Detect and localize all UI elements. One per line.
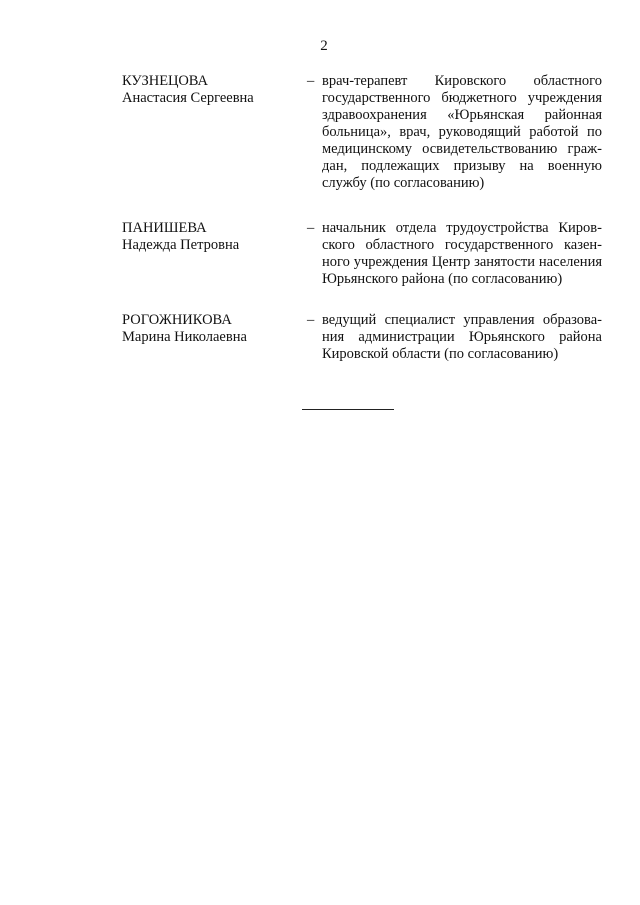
member-name [122, 73, 292, 107]
member-position-description: ведущий специалист управления образования администрации Юрьянского района Кировской области (по согласованию) [322, 312, 602, 362]
member-given-names: Анастасия Сергеевна [122, 90, 254, 106]
member-position-description: врач-терапевт Кировского областного государственного бюджетного учреждения здравоохранения «Юрьянская районная больница», врач, руководящий работой по медицинскому освидетельствованию граждан, подлежащих призыву на военную службу (по согласованию) [322, 73, 602, 191]
member-given-names: Марина Николаевна [122, 329, 247, 345]
member-surname: КУЗНЕЦОВА [122, 73, 209, 89]
end-separator-line [302, 409, 394, 410]
member-surname: РОГОЖНИКОВА [122, 312, 232, 328]
member-name [122, 312, 292, 346]
member-surname: ПАНИШЕВА [122, 220, 207, 236]
page-number: 2 [320, 38, 328, 54]
entry-dash: – [307, 73, 315, 89]
entry-dash: – [307, 312, 315, 328]
member-given-names: Надежда Петровна [122, 237, 240, 253]
member-position-description: начальник отдела трудоустройства Кировского областного государственного казенного учреждения Центр занятости населения Юрьянского района (по согласованию) [322, 220, 602, 287]
member-name [122, 220, 292, 254]
entry-dash: – [307, 220, 315, 236]
